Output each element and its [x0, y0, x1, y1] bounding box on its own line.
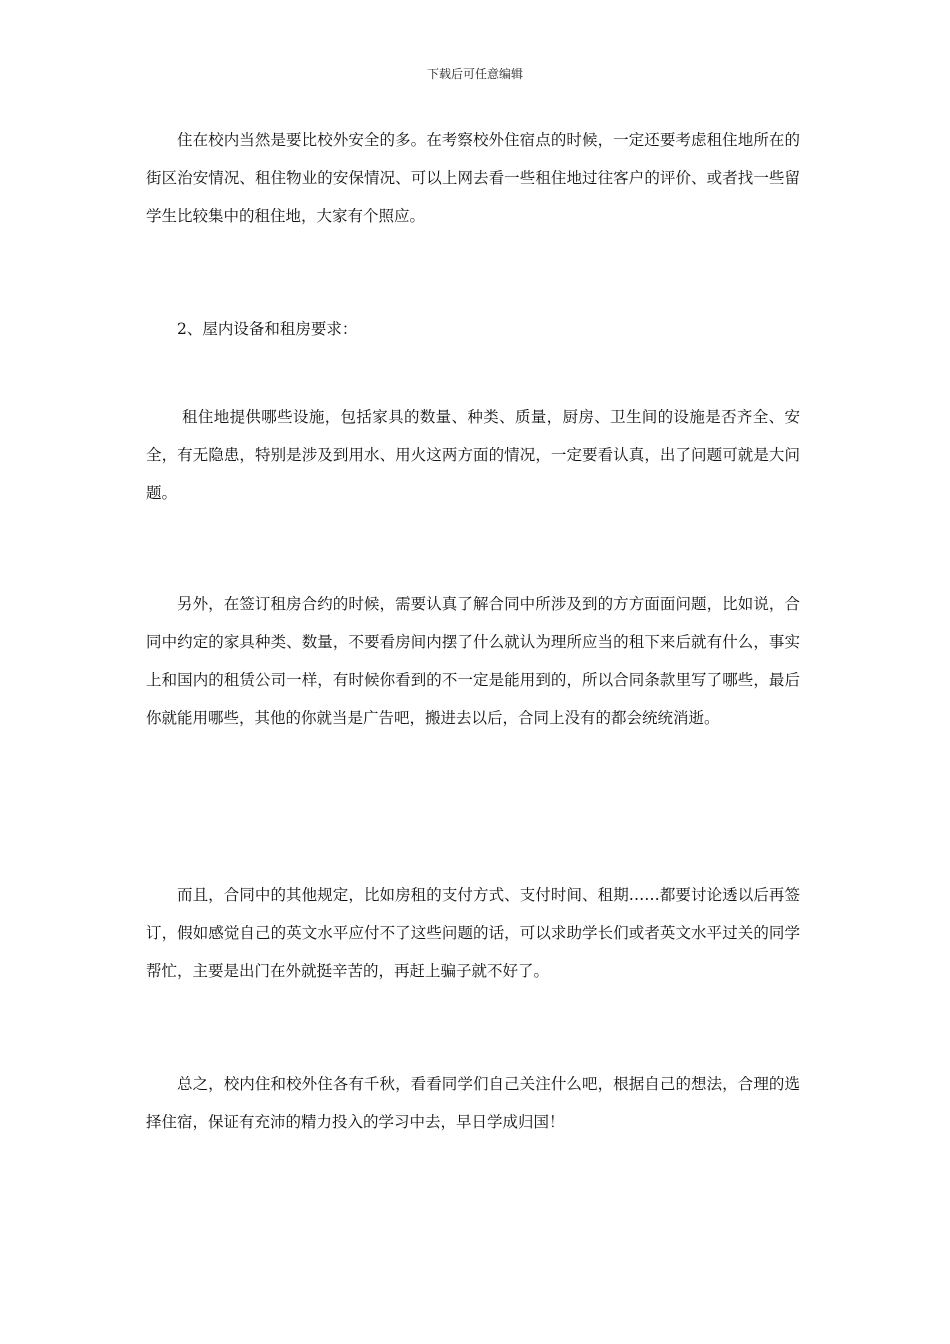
page-header: 下载后可任意编辑: [426, 67, 523, 81]
paragraph-facilities: 租住地提供哪些设施，包括家具的数量、种类、质量，厨房、卫生间的设施是否齐全、安全，有无隐患，特别是涉及到用水、用火这两方面的情况，一定要看认真，出了问题可就是大问题。: [146, 408, 800, 502]
paragraph-contract-terms: 而且，合同中的其他规定，比如房租的支付方式、支付时间、租期……都要讨论透以后再签订，假如感觉自己的英文水平应付不了这些问题的话，可以求助学长们或者英文水平过关的同学帮忙，主要是出门在外就挺辛苦的，再赶上骗子就不好了。: [146, 886, 800, 980]
paragraph-conclusion: 总之，校内住和校外住各有千秋，看看同学们自己关注什么吧，根据自己的想法，合理的选择住宿，保证有充沛的精力投入的学习中去，早日学成归国！: [146, 1075, 800, 1131]
section-heading-equipment: 2、屋内设备和租房要求：: [177, 320, 358, 338]
paragraph-safety: 住在校内当然是要比校外安全的多。在考察校外住宿点的时候，一定还要考虑租住地所在的街区治安情况、租住物业的安保情况、可以上网去看一些租住地过往客户的评价、或者找一些留学生比较集中的租住地，大家有个照应。: [146, 131, 800, 225]
paragraph-contract: 另外，在签订租房合约的时候，需要认真了解合同中所涉及到的方方面面问题，比如说，合同中约定的家具种类、数量，不要看房间内摆了什么就认为理所应当的租下来后就有什么，事实上和国内的租赁公司一样，有时候你看到的不一定是能用到的，所以合同条款里写了哪些，最后你就能用哪些，其他的你就当是广告吧，搬进去以后，合同上没有的都会统统消逝。: [146, 595, 800, 727]
